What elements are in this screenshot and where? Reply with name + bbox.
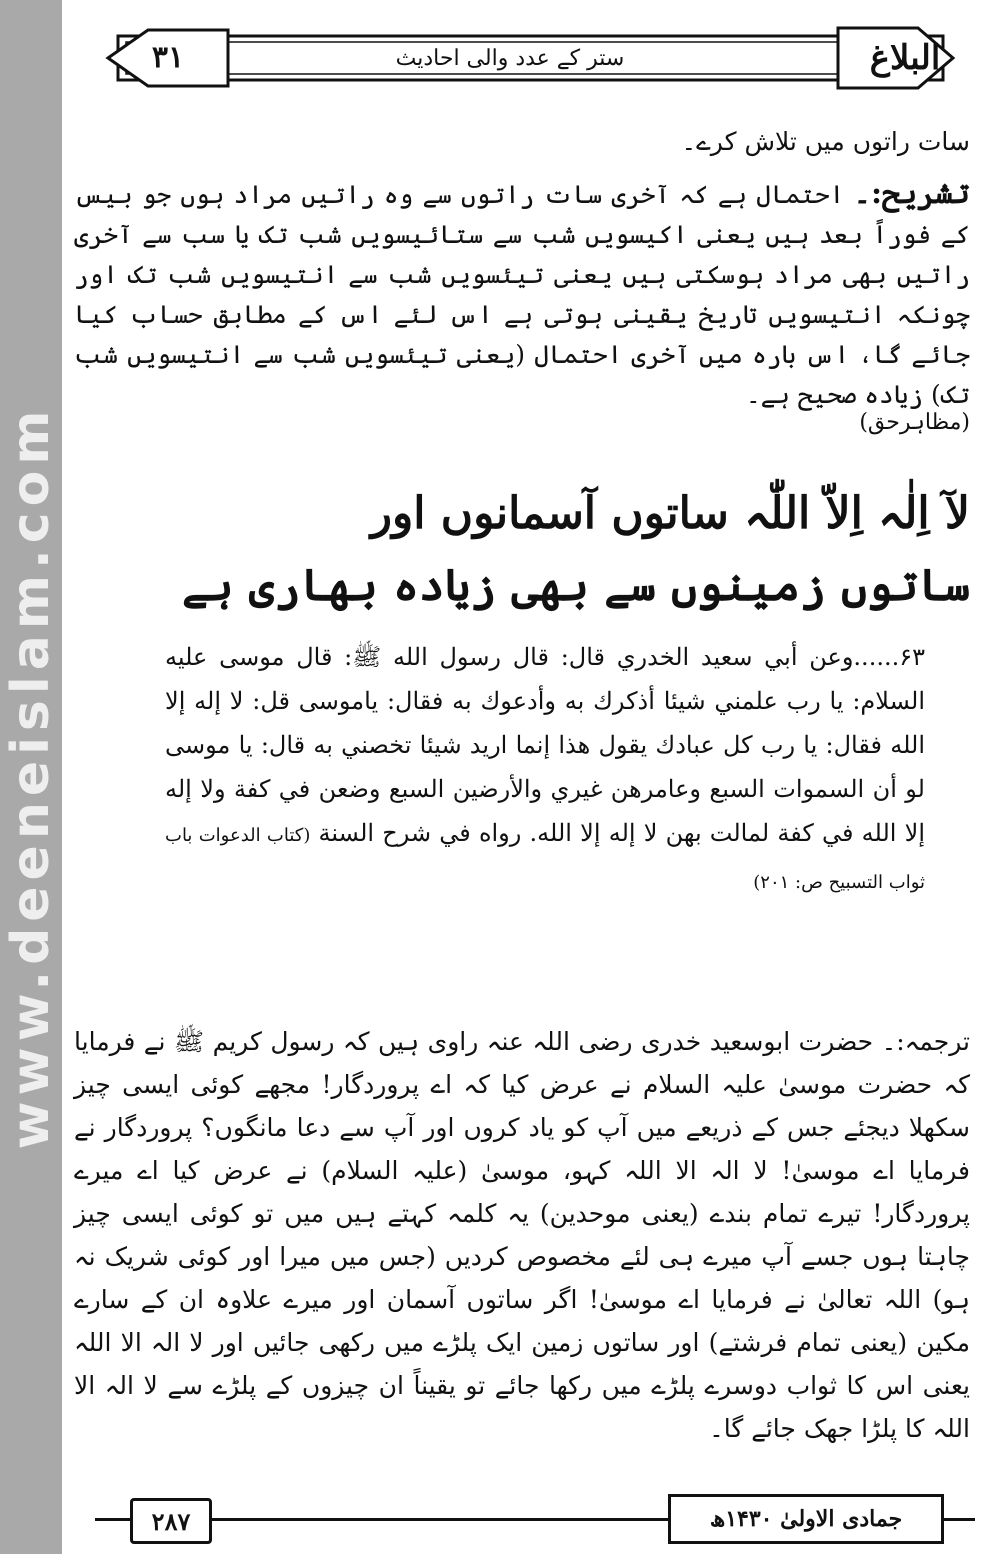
- sharh-label: تشریح:۔: [853, 176, 970, 211]
- section-heading-line-2: ساتوں زمینوں سے بھی زیادہ بھاری ہے: [181, 560, 970, 611]
- reference-note: (مظاہرحق): [859, 410, 970, 435]
- website-watermark: www.deeneislam.com: [1, 404, 61, 1150]
- arabic-hadith-text: ۶۳......وعن أبي سعيد الخدري قال: قال رسول الله ﷺ: قال موسى عليه السلام: يا رب علمني شيئا أذكرك به وأدعوك به فقال: ياموسى قل: لا إله إلا الله فقال: يا رب كل عبادك يقول هذا إنما اريد شيئا تخصني به قال: يا موسى لو أن السموات السبع وعامرهن غيري والأرضين السبع وضعن في كفة ولا إله إلا الله في كفة لمالت بهن لا إله إلا الله. رواه في شرح السنة: [165, 643, 925, 847]
- section-heading-line-1: لآ اِلٰہ اِلاّ اللّٰہ ساتوں آسمانوں اور: [370, 488, 970, 539]
- sidebar: [0, 0, 62, 1554]
- arabic-source: (كتاب الدعوات باب ثواب التسبيح ص: ۲۰۱): [165, 825, 925, 893]
- arabic-hadith: [165, 635, 925, 905]
- footer-page-number: ۲۸۷: [130, 1498, 212, 1544]
- magazine-logo: البلاغ: [869, 38, 941, 78]
- footer-issue-date: جمادی الاولیٰ ۱۴۳۰ھ: [668, 1494, 944, 1544]
- sharh-paragraph: [74, 174, 970, 415]
- translation-paragraph: ترجمہ:۔ حضرت ابوسعید خدری رضی اللہ عنہ راوی ہیں کہ رسول کریم ﷺ نے فرمایا کہ حضرت موسیٰ علیہ السلام نے عرض کیا کہ اے پروردگار! مجھے کوئی ایسی چیز سکھلا دیجئے جس کے ذریعے میں آپ کو یاد کروں اور آپ سے دعا مانگوں؟ پروردگار نے فرمایا اے موسیٰ! لا الہ الا اللہ کہو، موسیٰ (علیہ السلام) نے عرض کیا اے میرے پروردگار! تیرے تمام بندے (یعنی موحدین) یہ کلمہ کہتے ہیں میں تو کوئی ایسی چیز چاہتا ہوں جسے آپ میرے ہی لئے مخصوص کردیں (جس میں میرا اور کوئی شریک نہ ہو) اللہ تعالیٰ نے فرمایا اے موسیٰ! اگر ساتوں آسمان اور میرے علاوہ ان کے سارے مکین (یعنی تمام فرشتے) اور ساتوں زمین ایک پلڑے میں رکھی جائیں اور لا الہ الا اللہ یعنی اس کا ثواب دوسرے پلڑے میں رکھا جائے تو یقیناً ان چیزوں کے پلڑے سے لا الہ الا اللہ کا پلڑا جھک جائے گا۔: [74, 1027, 970, 1443]
- header-page-number: ۳۱: [151, 39, 185, 75]
- sharh-text: احتمال ہے کہ آخری سات راتوں سے وہ راتیں مراد ہوں جو بیس کے فوراً بعد ہیں یعنی اکیسویں شب سے ستائیسویں شب تک یا سب سے آخری راتیں بھی مراد ہوسکتی ہیں یعنی تیئسویں شب سے انتیسویں شب تک اور چونکہ انتیسویں تاریخ یقینی ہوتی ہے اس لئے اس کے مطابق حساب کیا جائے گا، اس بارہ میں آخری احتمال (یعنی تیئسویں شب سے انتیسویں شب تک) زیادہ صحیح ہے۔: [74, 180, 970, 409]
- intro-line: سات راتوں میں تلاش کرے۔: [681, 127, 970, 156]
- header-title: ستر کے عدد والی احادیث: [395, 46, 625, 71]
